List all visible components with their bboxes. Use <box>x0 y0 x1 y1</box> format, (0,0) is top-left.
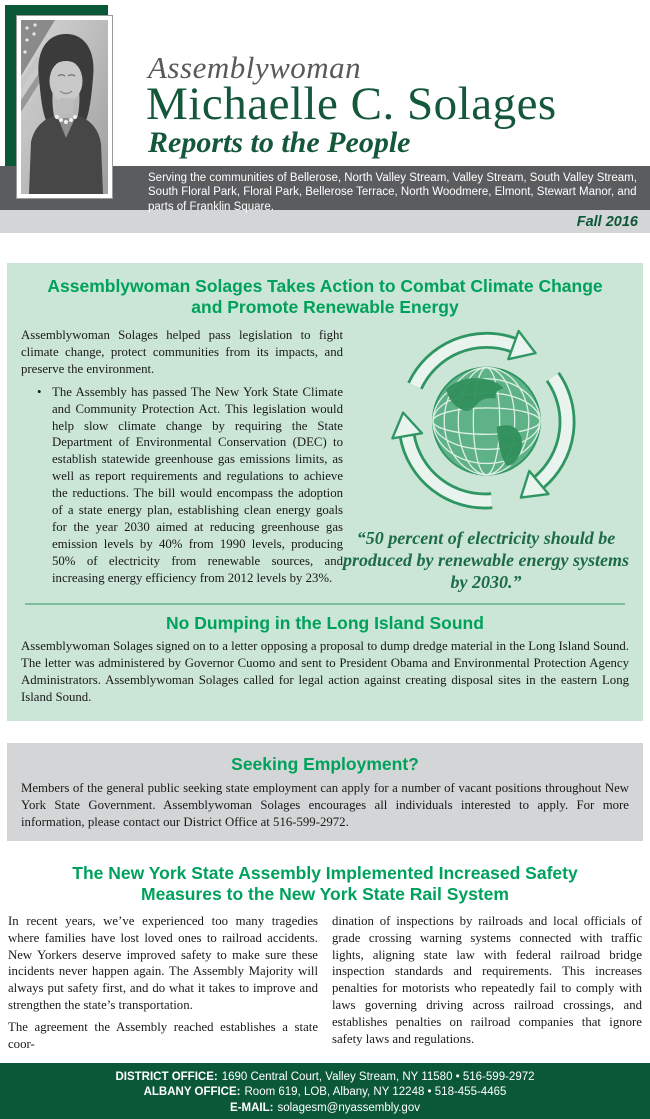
section-rail-safety <box>8 863 642 1053</box>
masthead-tagline: Reports to the People <box>148 126 411 159</box>
email-line <box>0 1101 650 1116</box>
renewable-energy-quote: “50 percent of electricity should be produced by renewable energy systems by 2030.” <box>343 528 629 592</box>
dumping-heading: No Dumping in the Long Island Sound <box>166 613 484 633</box>
bullet-marker: • <box>37 384 42 399</box>
masthead-kicker: Assemblywoman <box>148 50 362 85</box>
albany-office-line <box>0 1085 650 1100</box>
district-office-value: 1690 Central Court, Valley Stream, NY 11580 • 516-599-2972 <box>221 1071 535 1083</box>
climate-heading-line1: Assemblywoman Solages Takes Action to Combat Climate Change <box>47 276 603 296</box>
district-office-label: DISTRICT OFFICE: <box>115 1071 218 1083</box>
email-value: solagesm@nyassembly.gov <box>277 1101 420 1114</box>
albany-office-value: Room 619, LOB, Albany, NY 12248 • 518-455-4465 <box>244 1086 507 1099</box>
serving-communities-text: Serving the communities of Bellerose, North Valley Stream, Valley Stream, South Valley Stream, South Floral Park, Floral Park, Bellerose Terrace, North Woodmere, Elmont, Stewart Manor, and parts of Franklin Square. <box>148 172 637 213</box>
section-divider <box>25 603 625 605</box>
rail-left-paragraph-2: The agreement the Assembly reached establishes a state coor- <box>8 1020 318 1052</box>
globe-icon <box>432 368 539 475</box>
rail-column-left <box>8 913 318 1053</box>
climate-bullet-item <box>21 384 343 587</box>
albany-office-label: ALBANY OFFICE: <box>143 1086 241 1099</box>
rail-heading-line2: Measures to the New York State Rail System <box>141 883 509 904</box>
issue-date: Fall 2016 <box>576 214 638 230</box>
climate-heading <box>21 276 629 318</box>
rail-right-paragraph: dination of inspections by railroads and local officials of grade crossing warning systems connected with traffic lights, aligning state law with federal railroad bridge inspection standards and requirements. This increases penalties for motorists who repeatedly fail to comply with laws governing driving across railroad crossings, and establishes penalties on railroad companies that ignore safety laws and regulations. <box>332 913 642 1047</box>
climate-heading-line2: and Promote Renewable Energy <box>191 297 459 317</box>
recycle-globe-art <box>384 329 589 517</box>
section-employment <box>7 743 643 841</box>
climate-graphic-column <box>343 327 629 593</box>
rail-column-right <box>332 913 642 1053</box>
climate-text-column <box>21 327 343 593</box>
climate-bullet-text: The Assembly has passed The New York State Climate and Community Protection Act. This legislation would help slow climate change by requiring the State Department of Environmental Conservation (DEC) to establish statewide greenhouse gas emissions limits, as well as report requirements and regulations to achieve the reductions. The bill would encompass the adoption of a state energy plan, establishing clean energy goals for the year 2030 aimed at reducing greenhouse gas emission levels by 40% from 1990 levels, producing 50% of electricity from renewable sources, and increasing energy efficiency from 2012 levels by 23%. <box>52 384 343 585</box>
masthead <box>0 0 650 233</box>
rail-left-paragraph-1: In recent years, we’ve experienced too many tragedies where families have lost loved ones to railroad accidents. New Yorkers deserve improved safety to make sure these incidents never happen again. The Assembly Majority will always put safety first, and do what it takes to improve and strengthen the state’s transportation. <box>8 913 318 1013</box>
assemblywoman-portrait-photo <box>17 16 112 198</box>
email-label: E-MAIL: <box>230 1101 274 1114</box>
contact-footer <box>0 1063 650 1119</box>
employment-heading: Seeking Employment? <box>231 754 419 774</box>
recycle-globe-illustration <box>384 329 589 517</box>
rail-heading <box>8 863 642 905</box>
district-office-line <box>0 1070 650 1085</box>
section-climate-change <box>7 263 643 721</box>
climate-content <box>21 327 629 593</box>
masthead-name: Michaelle C. Solages <box>146 78 557 130</box>
rail-columns <box>8 913 642 1053</box>
portrait-photo-art <box>21 20 108 194</box>
dumping-body: Assemblywoman Solages signed on to a letter opposing a proposal to dump dredge material in the Long Island Sound. The letter was administered by Governor Cuomo and sent to President Obama and Environmental Protection Agency Administrators. Assemblywoman Solages called for legal action against creating disposal sites in the eastern Long Island Sound. <box>21 639 629 704</box>
rail-heading-line1: The New York State Assembly Implemented Increased Safety <box>72 862 578 883</box>
employment-body: Members of the general public seeking state employment can apply for a number of vacant positions throughout New York State Government. Assemblywoman Solages encourages all individuals interested to apply. For more information, please contact our District Office at 516-599-2972. <box>21 781 629 829</box>
climate-intro: Assemblywoman Solages helped pass legislation to fight climate change, protect communities from its impacts, and preserve the environment. <box>21 328 343 376</box>
